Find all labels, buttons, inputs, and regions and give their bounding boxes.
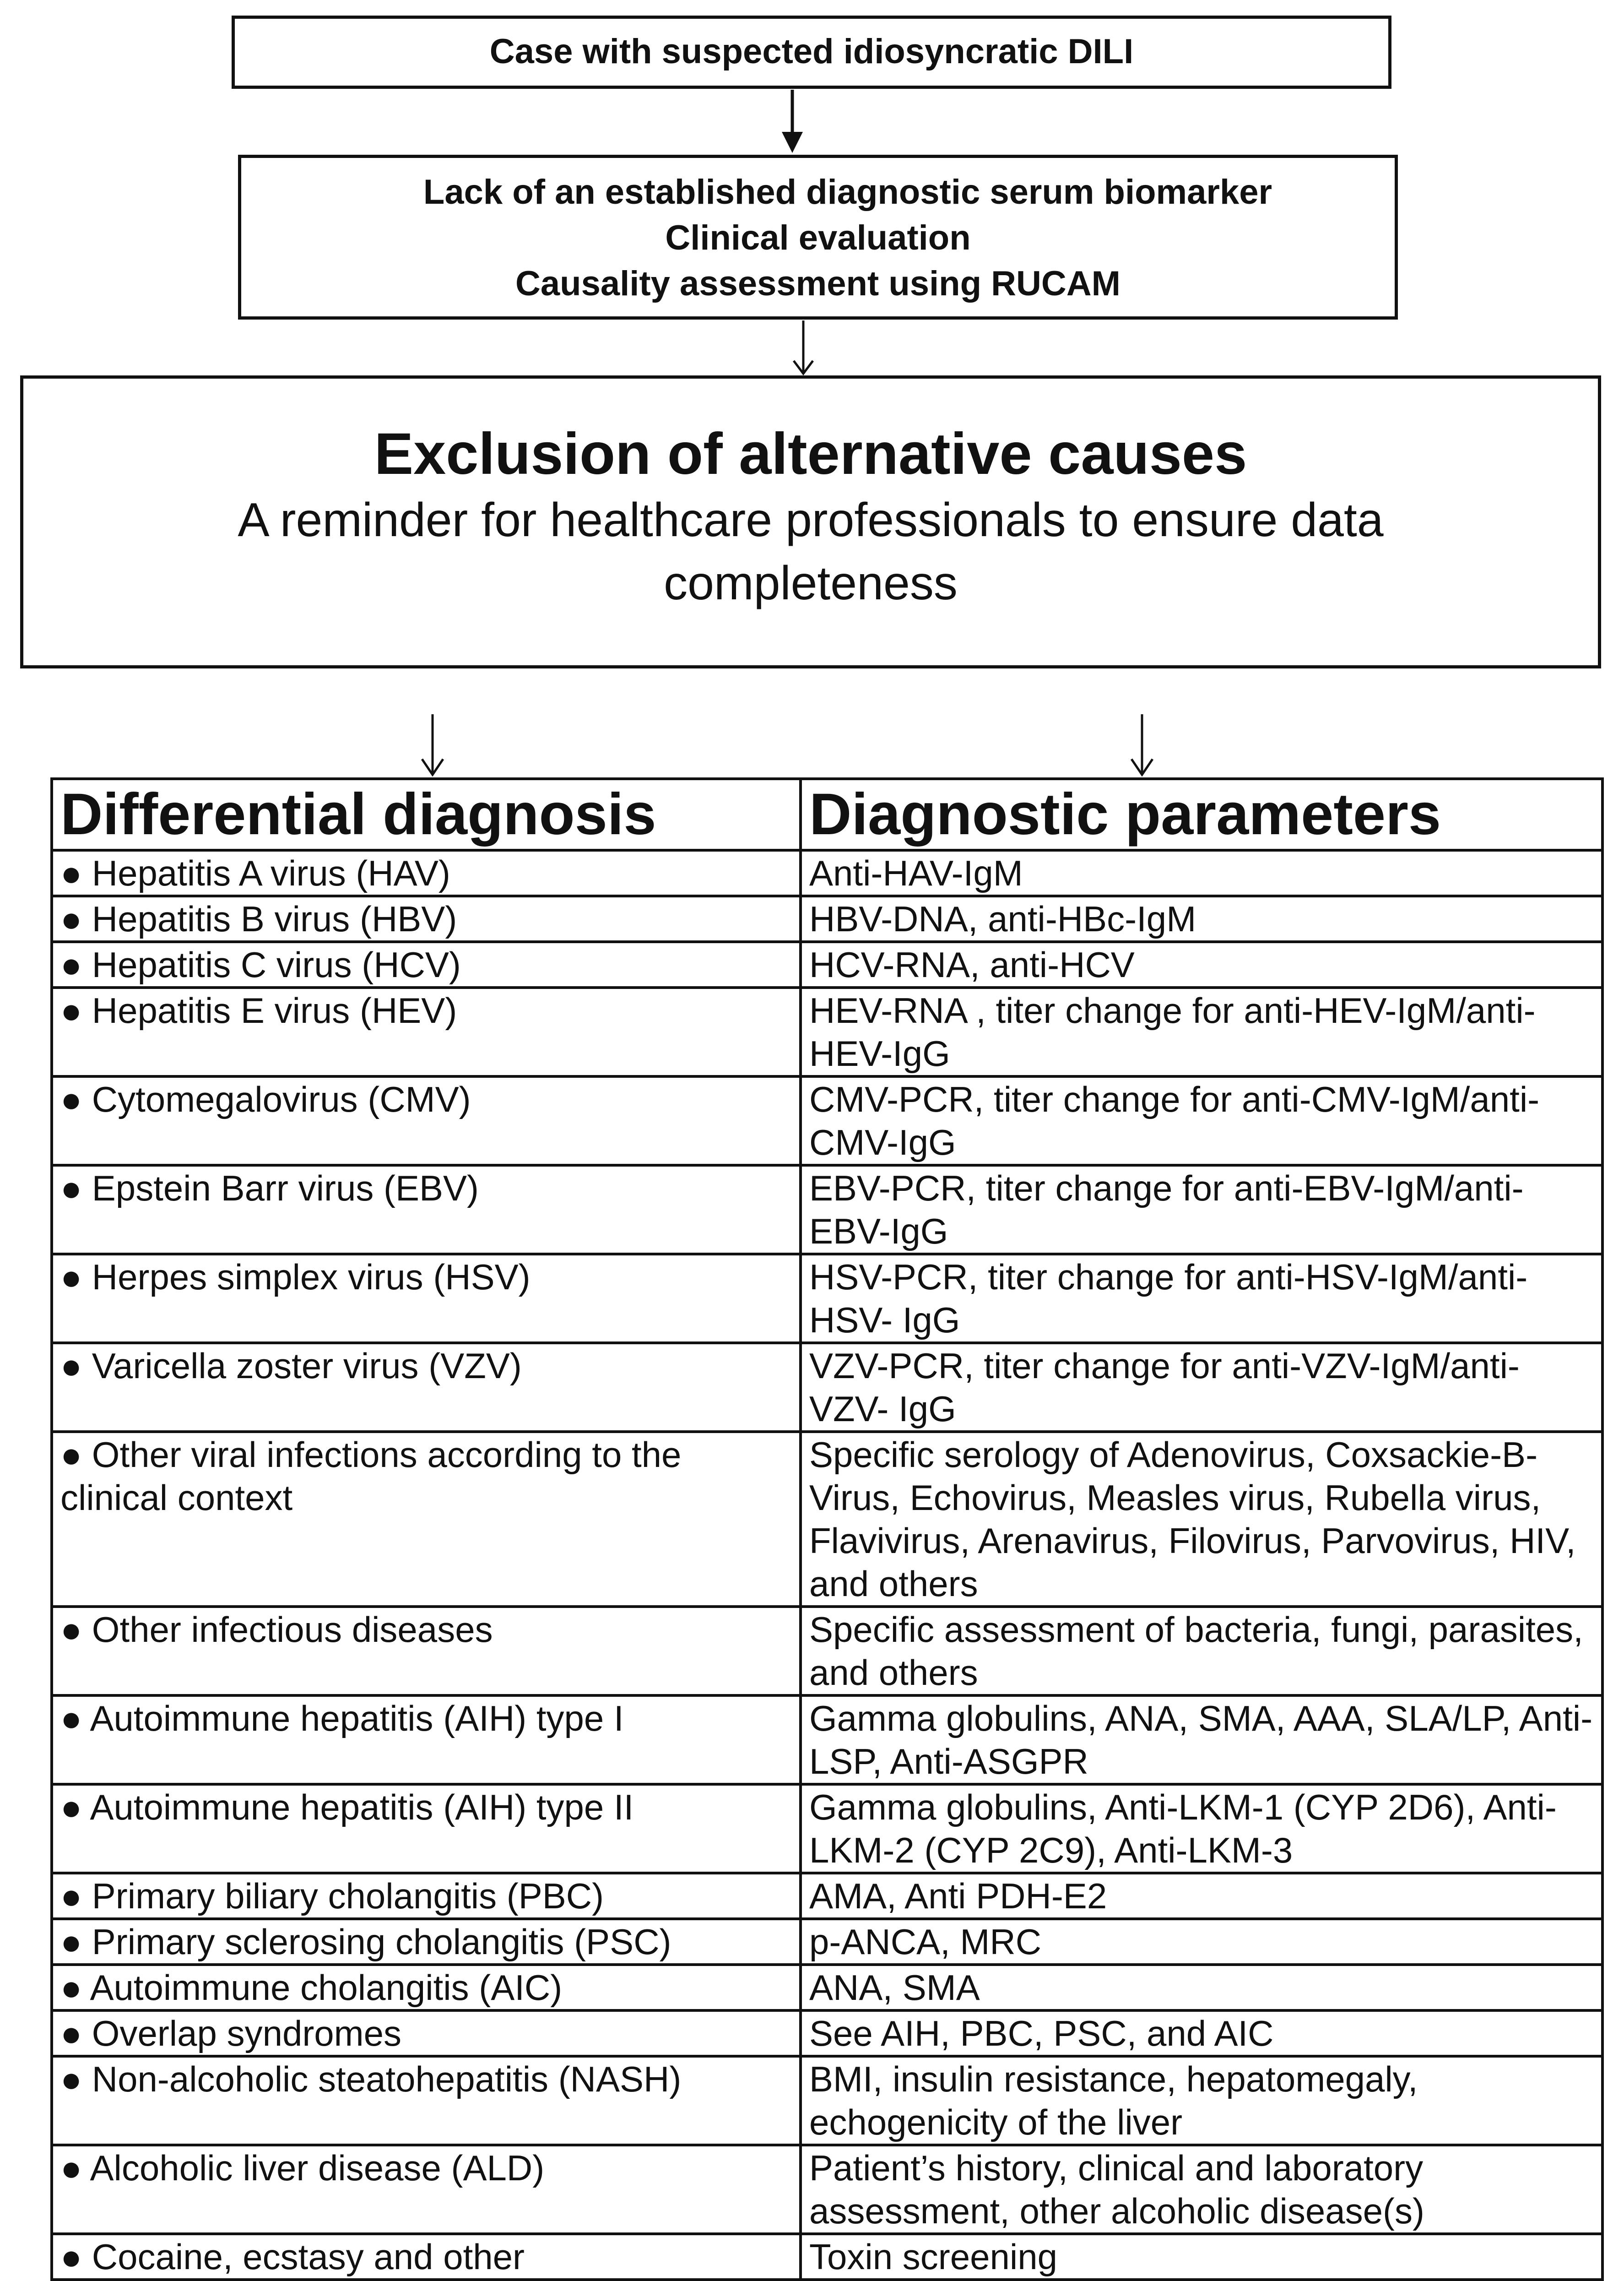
table-row (52, 1432, 1602, 1607)
diagnosis-cell: ● Varicella zoster virus (VZV) (52, 1343, 801, 1432)
header-differential-diagnosis: Differential diagnosis (52, 779, 801, 850)
diagnosis-cell: ● Cytomegalovirus (CMV) (52, 1076, 801, 1165)
table-row (52, 1607, 1602, 1695)
diagnosis-cell: ● Overlap syndromes (52, 2010, 801, 2056)
flow-step-clinical-evaluation (238, 155, 1398, 320)
diagnosis-cell: ● Hepatitis B virus (HBV) (52, 896, 801, 942)
diagnosis-cell: ● Other viral infections according to the clinical context (52, 1432, 801, 1607)
parameters-cell: CMV-PCR, titer change for anti-CMV-IgM/anti-CMV-IgG (801, 1076, 1602, 1165)
table-row (52, 850, 1602, 896)
table-row (52, 896, 1602, 942)
parameters-cell: HBV-DNA, anti-HBc-IgM (801, 896, 1602, 942)
flow-step-2-line-2: Clinical evaluation (665, 218, 971, 257)
diagnosis-cell: ● Hepatitis C virus (HCV) (52, 942, 801, 988)
header-diagnostic-parameters: Diagnostic parameters (801, 779, 1602, 850)
parameters-cell: p-ANCA, MRC (801, 1919, 1602, 1965)
parameters-cell: HEV-RNA , titer change for anti-HEV-IgM/anti-HEV-IgG (801, 988, 1602, 1076)
flow-step-1-text: Case with suspected idiosyncratic DILI (489, 32, 1134, 71)
arrow-down-icon (417, 714, 449, 777)
exclusion-subtitle: A reminder for healthcare professionals to ensure data completeness (238, 494, 1384, 610)
table-row (52, 1965, 1602, 2010)
parameters-cell: See AIH, PBC, PSC, and AIC (801, 2010, 1602, 2056)
diagnosis-cell: ● Hepatitis A virus (HAV) (52, 850, 801, 896)
diagnosis-cell: ● Cocaine, ecstasy and other (52, 2234, 801, 2280)
diagnosis-cell: ● Primary sclerosing cholangitis (PSC) (52, 1919, 801, 1965)
table-row (52, 1873, 1602, 1919)
parameters-cell: Patient’s history, clinical and laboratory assessment, other alcoholic disease(s) (801, 2145, 1602, 2234)
flow-step-2-line-3: Causality assessment using RUCAM (515, 264, 1121, 303)
parameters-cell: HCV-RNA, anti-HCV (801, 942, 1602, 988)
table-row (52, 1343, 1602, 1432)
table-row (52, 1695, 1602, 1784)
exclusion-title: Exclusion of alternative causes (374, 421, 1247, 487)
diagnosis-cell: ● Primary biliary cholangitis (PBC) (52, 1873, 801, 1919)
parameters-cell: Toxin screening (801, 2234, 1602, 2280)
diagnosis-cell: ● Autoimmune cholangitis (AIC) (52, 1965, 801, 2010)
diagnosis-cell: ● Autoimmune hepatitis (AIH) type I (52, 1695, 801, 1784)
table-row (52, 1165, 1602, 1254)
parameters-cell: Specific assessment of bacteria, fungi, parasites, and others (801, 1607, 1602, 1695)
arrow-down-icon (787, 320, 819, 375)
parameters-cell: Specific serology of Adenovirus, Coxsackie-B-Virus, Echovirus, Measles virus, Rubella virus, Flavivirus, Arenavirus, Filovirus, Parvovirus, HIV, and others (801, 1432, 1602, 1607)
table-row (52, 1254, 1602, 1343)
parameters-cell: Gamma globulins, ANA, SMA, AAA, SLA/LP, Anti-LSP, Anti-ASGPR (801, 1695, 1602, 1784)
diagnosis-cell: ● Alcoholic liver disease (ALD) (52, 2145, 801, 2234)
parameters-cell: Gamma globulins, Anti-LKM-1 (CYP 2D6), Anti-LKM-2 (CYP 2C9), Anti-LKM-3 (801, 1784, 1602, 1873)
table-row (52, 2056, 1602, 2145)
arrow-down-icon (1126, 714, 1158, 777)
parameters-cell: Anti-HAV-IgM (801, 850, 1602, 896)
diagnosis-cell: ● Autoimmune hepatitis (AIH) type II (52, 1784, 801, 1873)
table-row (52, 988, 1602, 1076)
arrow-down-icon (776, 90, 808, 154)
table-row (52, 1919, 1602, 1965)
table-row (52, 2010, 1602, 2056)
table-header-row (52, 779, 1602, 850)
table-row (52, 1076, 1602, 1165)
parameters-cell: BMI, insulin resistance, hepatomegaly, echogenicity of the liver (801, 2056, 1602, 2145)
parameters-cell: ANA, SMA (801, 1965, 1602, 2010)
table-body (52, 850, 1602, 2280)
diagnosis-cell: ● Epstein Barr virus (EBV) (52, 1165, 801, 1254)
diagnosis-cell: ● Non-alcoholic steatohepatitis (NASH) (52, 2056, 801, 2145)
flow-step-2-line-1: Lack of an established diagnostic serum biomarker (423, 173, 1272, 212)
flow-step-exclusion-of-causes (20, 375, 1601, 668)
parameters-cell: HSV-PCR, titer change for anti-HSV-IgM/anti-HSV- IgG (801, 1254, 1602, 1343)
diagnosis-cell: ● Hepatitis E virus (HEV) (52, 988, 801, 1076)
diagnosis-cell: ● Herpes simplex virus (HSV) (52, 1254, 801, 1343)
table-row (52, 1784, 1602, 1873)
diagnosis-cell: ● Other infectious diseases (52, 1607, 801, 1695)
parameters-cell: VZV-PCR, titer change for anti-VZV-IgM/anti-VZV- IgG (801, 1343, 1602, 1432)
table-row (52, 2234, 1602, 2280)
table-row (52, 2145, 1602, 2234)
parameters-cell: EBV-PCR, titer change for anti-EBV-IgM/anti-EBV-IgG (801, 1165, 1602, 1254)
flow-step-suspected-dili (232, 16, 1391, 89)
parameters-cell: AMA, Anti PDH-E2 (801, 1873, 1602, 1919)
differential-diagnosis-table (50, 777, 1604, 2281)
table-row (52, 942, 1602, 988)
